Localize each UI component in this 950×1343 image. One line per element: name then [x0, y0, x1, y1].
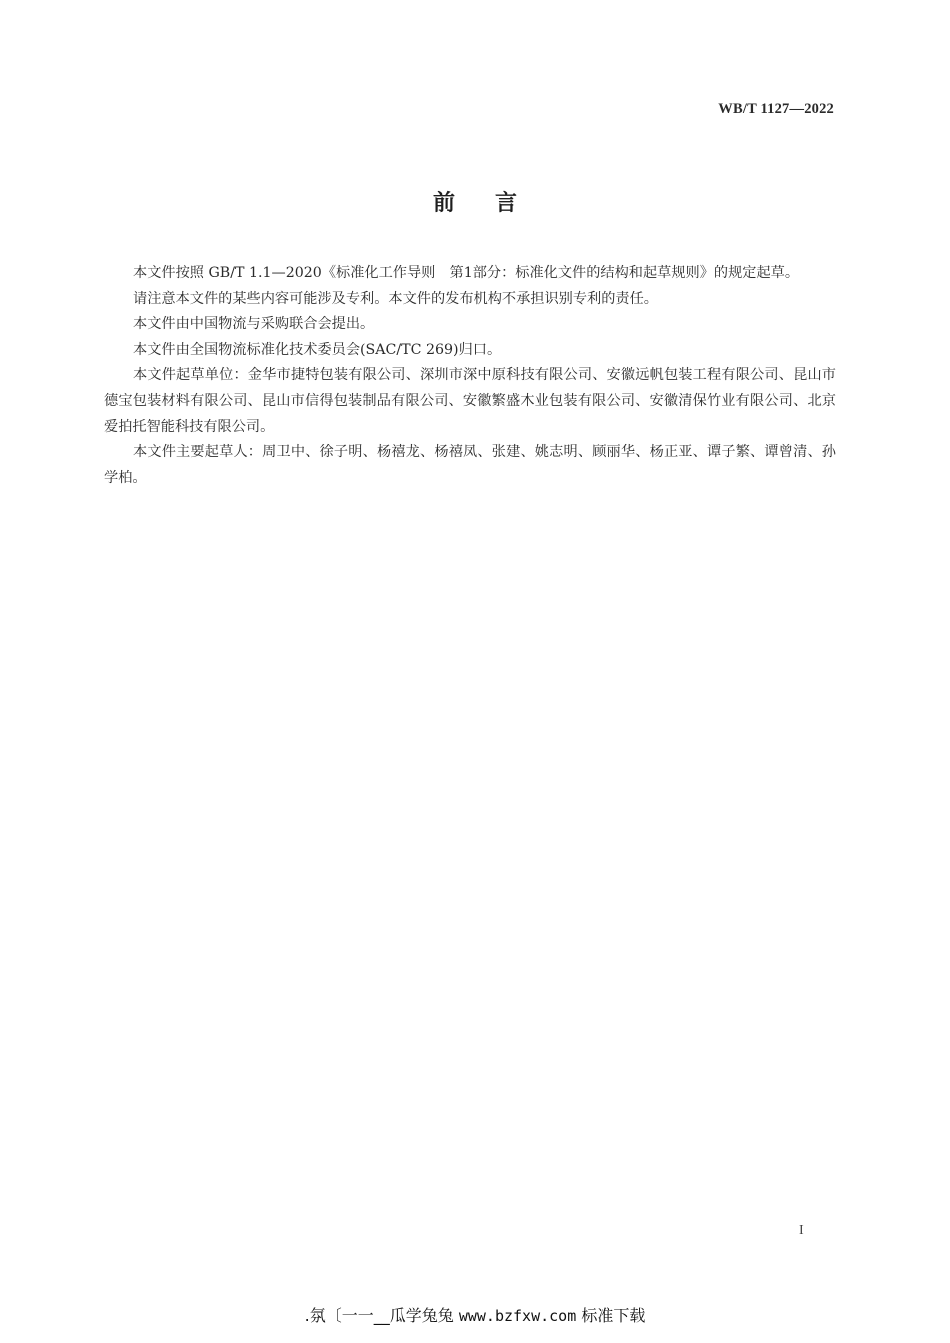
paragraph-proposer: 本文件由中国物流与采购联合会提出。	[133, 316, 375, 333]
watermark-suffix: 标准下载	[581, 1306, 646, 1325]
paragraph-drafting-units: 本文件起草单位：金华市捷特包装有限公司、深圳市深中原科技有限公司、安徽远帆包装工程有限公司、昆山市德宝包装材料有限公司、昆山市信得包装制品有限公司、安徽繁盛木业包装有限公司、安徽清保竹业有限公司、北京爱拍托智能科技有限公司。	[104, 367, 836, 435]
watermark-prefix: .氛〔一一__瓜学兔兔	[304, 1306, 454, 1325]
page-title: 前言	[432, 191, 557, 216]
page-number: I	[799, 1223, 804, 1238]
watermark-footer	[0, 1303, 950, 1326]
paragraph-drafting-rules: 本文件按照 GB/T 1.1—2020《标准化工作导则 第1部分：标准化文件的结构和起草规则》的规定起草。	[133, 265, 800, 281]
paragraph-drafters: 本文件主要起草人：周卫中、徐子明、杨禧龙、杨禧凤、张建、姚志明、顾丽华、杨正亚、谭子繁、谭曾清、孙学柏。	[104, 444, 836, 486]
watermark-url[interactable]: www.bzfxw.com	[458, 1307, 577, 1325]
standard-code: WB/T 1127—2022	[718, 101, 834, 117]
paragraph-committee: 本文件由全国物流标准化技术委员会(SAC/TC 269)归口。	[133, 341, 502, 358]
paragraph-patent-notice: 请注意本文件的某些内容可能涉及专利。本文件的发布机构不承担识别专利的责任。	[133, 290, 658, 307]
foreword-body	[104, 261, 836, 491]
